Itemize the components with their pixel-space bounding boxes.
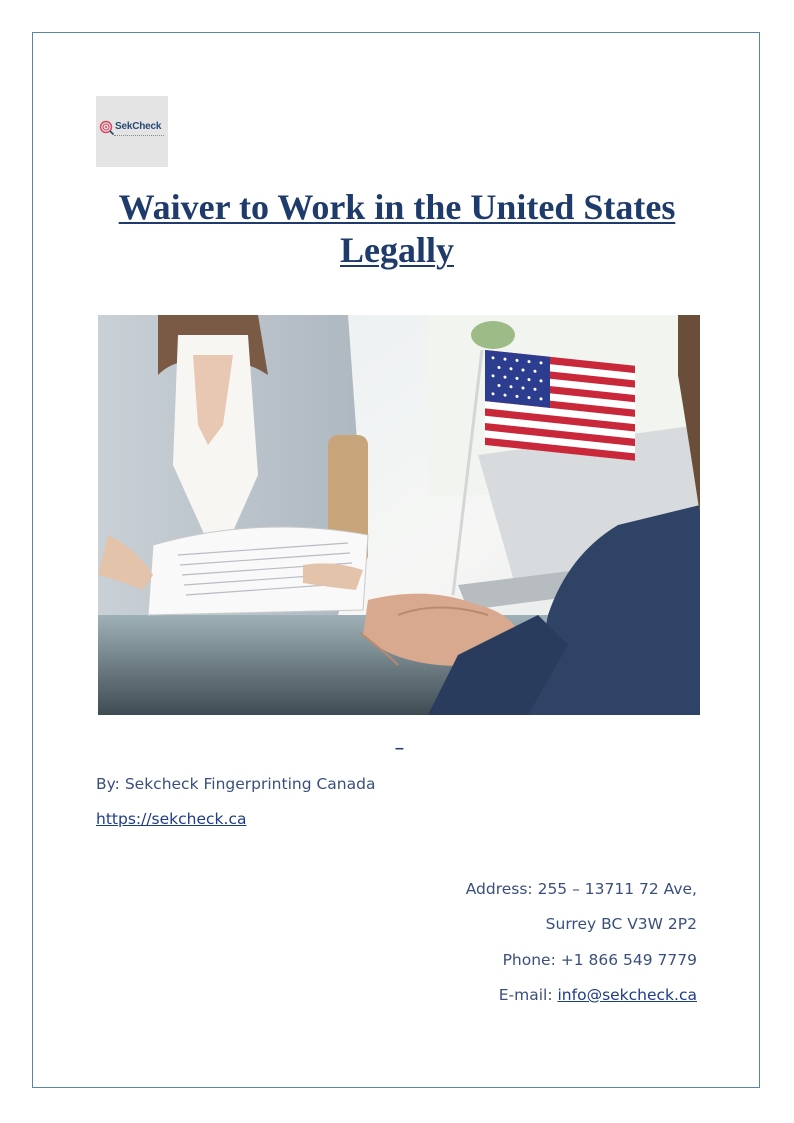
title-line-2: Legally — [340, 230, 454, 270]
address-line-2: Surrey BC V3W 2P2 — [545, 915, 697, 933]
address-line-1: Address: 255 – 13711 72 Ave, — [465, 880, 697, 898]
phone-line: Phone: +1 866 549 7779 — [502, 951, 697, 969]
logo-tagline-rule — [114, 135, 164, 137]
separator-dash: – — [395, 740, 404, 757]
title-line-1: Waiver to Work in the United States — [118, 187, 676, 227]
page-title — [60, 186, 734, 272]
email-link[interactable]: info@sekcheck.ca — [557, 986, 697, 1004]
fingerprint-icon — [99, 120, 115, 136]
website-link[interactable]: https://sekcheck.ca — [96, 810, 247, 828]
email-label: E-mail: — [498, 986, 558, 1004]
logo-brand-text: SekCheck — [115, 121, 162, 132]
email-line — [499, 986, 697, 1004]
author-byline: By: Sekcheck Fingerprinting Canada — [96, 775, 376, 793]
office-flag-photo-icon — [98, 315, 700, 715]
company-logo — [96, 96, 168, 167]
hero-photo — [98, 315, 700, 715]
